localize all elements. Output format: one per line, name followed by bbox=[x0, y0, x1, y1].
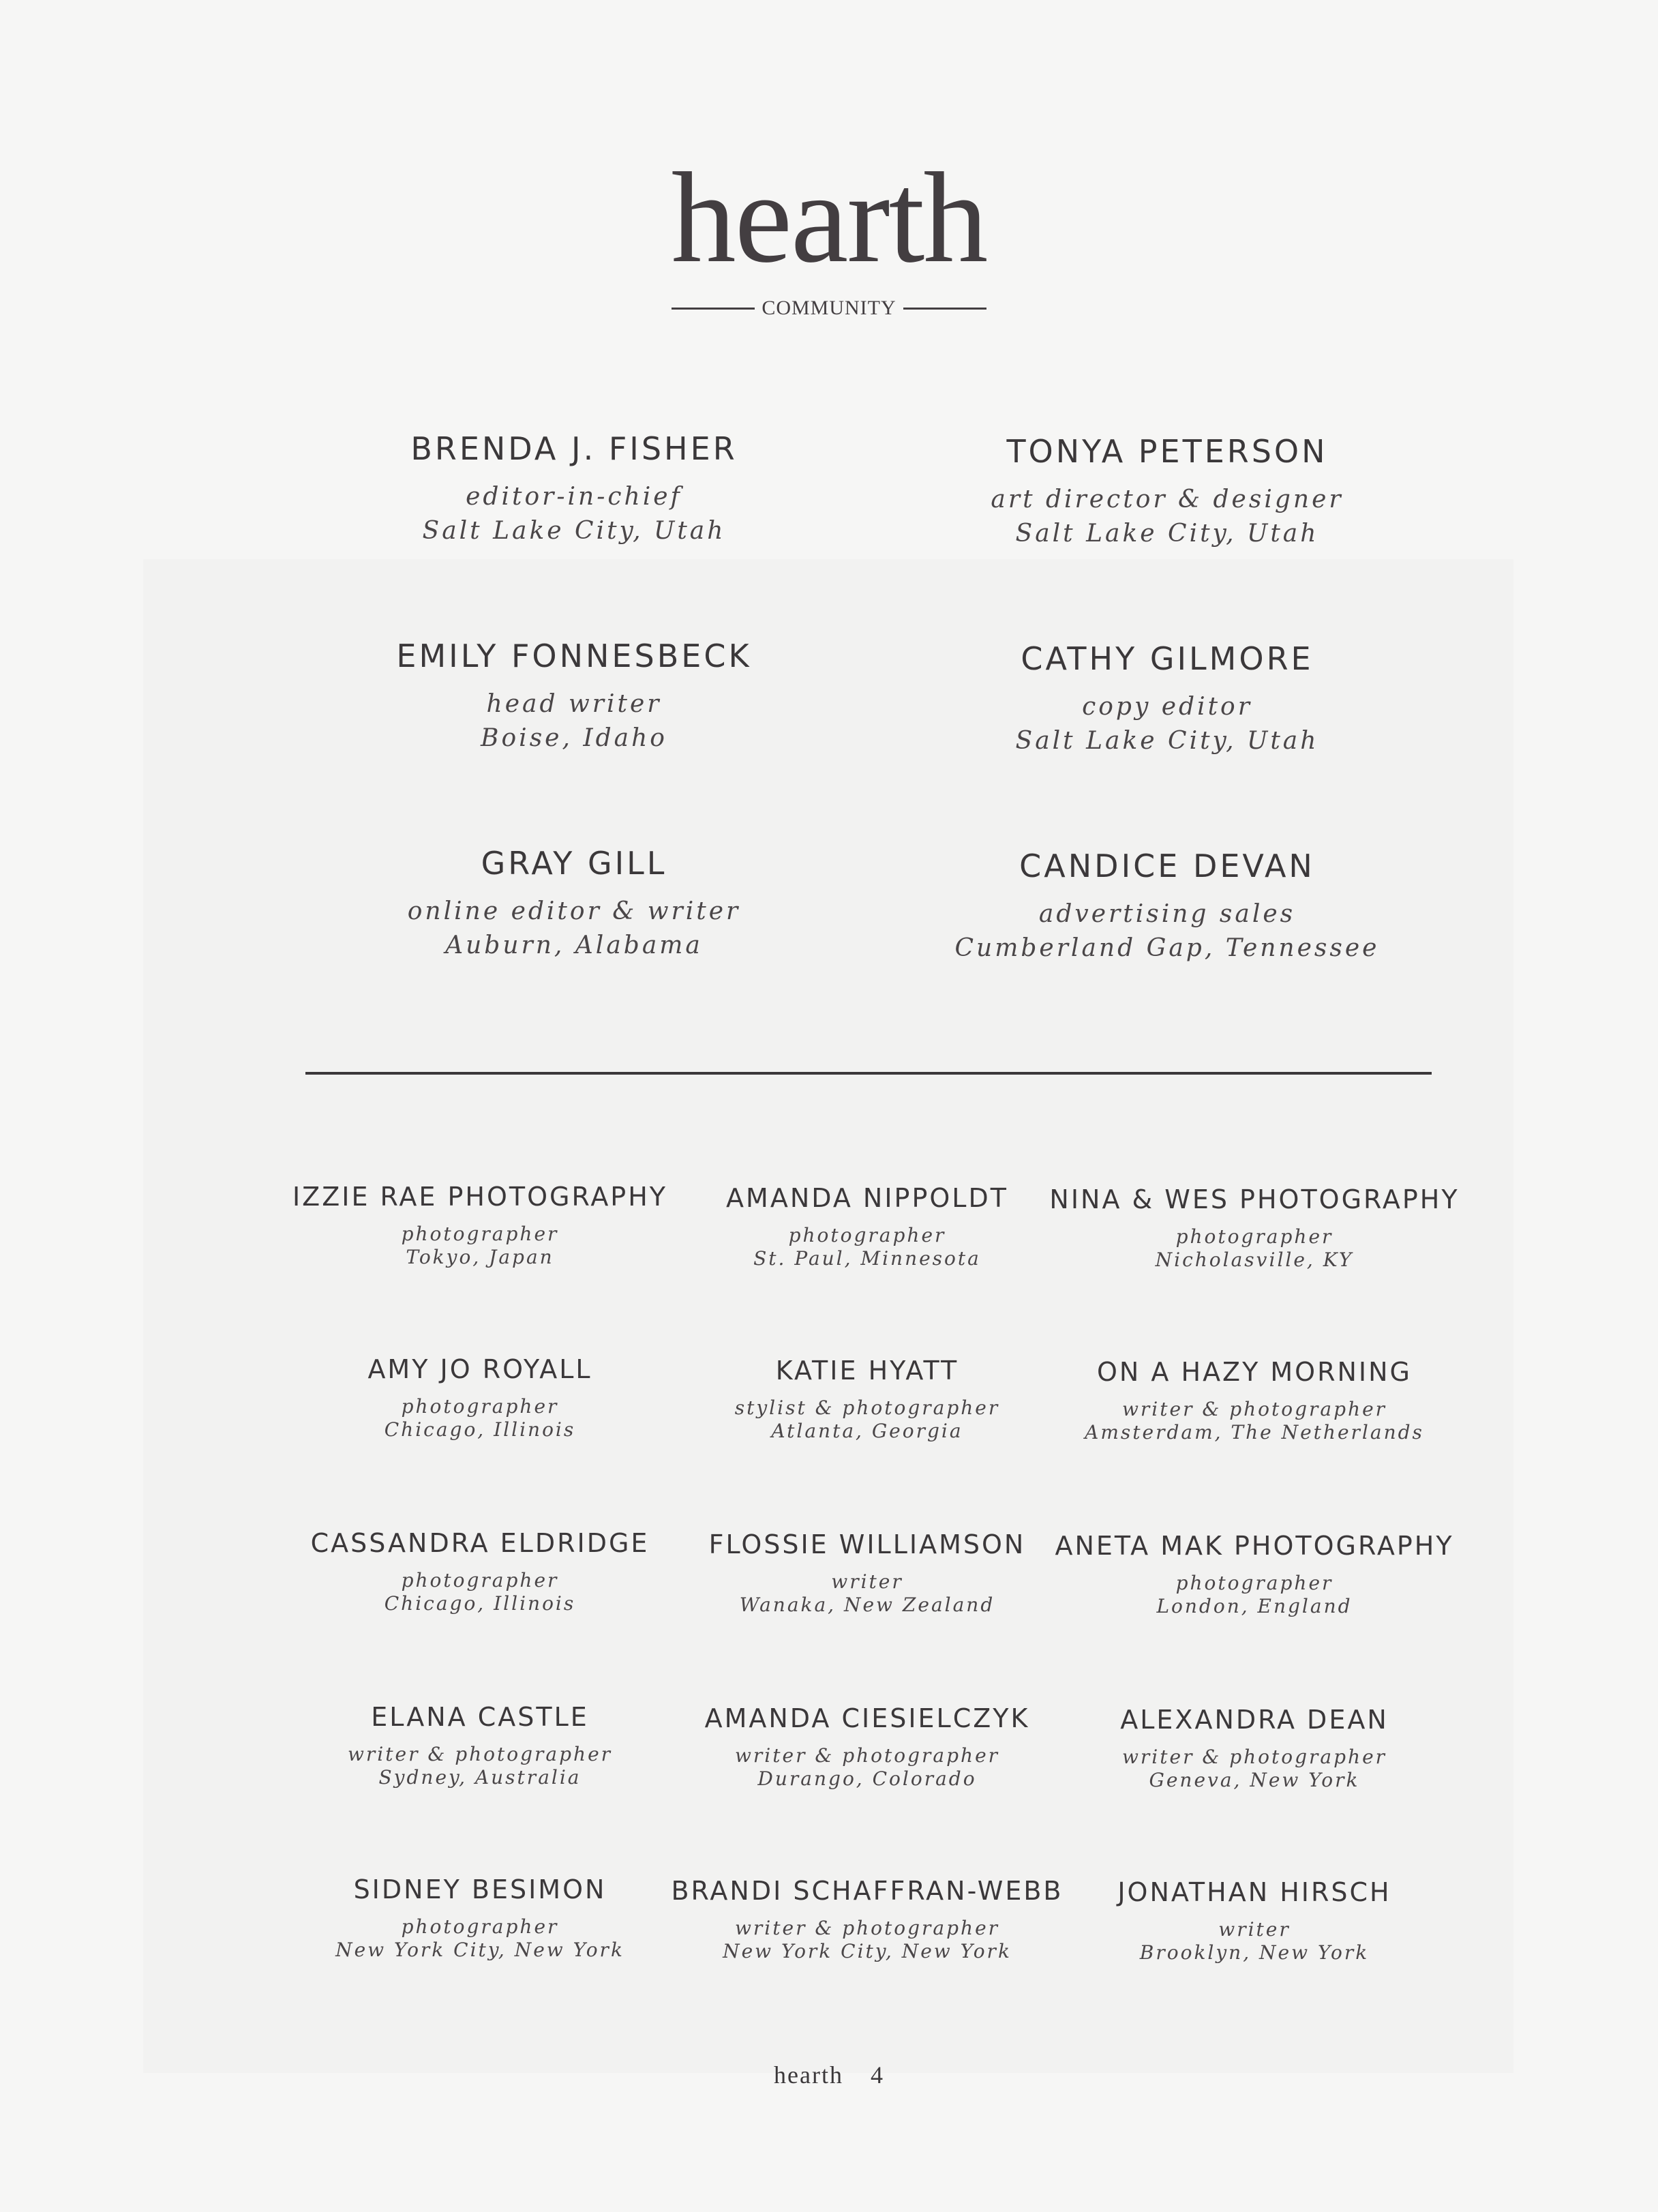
subtitle-rule-right bbox=[903, 308, 986, 310]
contributor-name: ANETA MAK PHOTOGRAPHY bbox=[1055, 1531, 1454, 1561]
staff-role: editor-in-chief bbox=[466, 483, 682, 511]
staff-entry bbox=[267, 843, 881, 963]
contributor-entry bbox=[262, 1527, 698, 1615]
footer-publication-name: hearth bbox=[774, 2061, 843, 2089]
contributor-name: AMANDA CIESIELCZYK bbox=[704, 1703, 1030, 1733]
staff-location: Salt Lake City, Utah bbox=[1015, 727, 1319, 755]
staff-name: EMILY FONNESBECK bbox=[396, 638, 752, 674]
staff-entry bbox=[860, 846, 1474, 966]
page-background bbox=[143, 559, 1513, 2073]
contributor-location: Geneva, New York bbox=[1149, 1769, 1360, 1791]
contributor-entry bbox=[649, 1182, 1085, 1270]
contributor-name: JONATHAN HIRSCH bbox=[1117, 1877, 1391, 1907]
contributor-location: Atlanta, Georgia bbox=[771, 1420, 963, 1442]
staff-location: Salt Lake City, Utah bbox=[422, 517, 726, 545]
contributor-name: KATIE HYATT bbox=[775, 1356, 959, 1386]
contributor-location: Chicago, Illinois bbox=[384, 1418, 576, 1441]
contributor-entry bbox=[1036, 1876, 1473, 1964]
staff-name: CATHY GILMORE bbox=[1021, 640, 1314, 677]
staff-location: Boise, Idaho bbox=[481, 724, 667, 752]
staff-location: Auburn, Alabama bbox=[445, 931, 703, 959]
contributor-location: New York City, New York bbox=[335, 1939, 624, 1961]
contributor-name: SIDNEY BESIMON bbox=[353, 1874, 607, 1904]
contributor-role: writer & photographer bbox=[1121, 1398, 1387, 1420]
contributor-role: photographer bbox=[401, 1569, 559, 1591]
contributor-entry bbox=[1036, 1703, 1473, 1792]
staff-role: copy editor bbox=[1082, 693, 1252, 721]
contributor-location: Brooklyn, New York bbox=[1139, 1941, 1370, 1964]
contributor-name: AMANDA NIPPOLDT bbox=[726, 1183, 1008, 1213]
contributor-role: writer & photographer bbox=[734, 1917, 1000, 1939]
staff-entry bbox=[860, 638, 1474, 758]
contributor-location: Tokyo, Japan bbox=[406, 1246, 554, 1268]
staff-entry bbox=[267, 636, 881, 756]
contributor-role: stylist & photographer bbox=[734, 1396, 1000, 1419]
contributor-entry bbox=[649, 1354, 1085, 1443]
contributor-role: photographer bbox=[1175, 1225, 1333, 1248]
contributor-name: BRANDI SCHAFFRAN-WEBB bbox=[671, 1876, 1064, 1906]
contributor-role: writer & photographer bbox=[734, 1744, 1000, 1767]
contributor-entry bbox=[262, 1180, 698, 1269]
contributor-location: Wanaka, New Zealand bbox=[739, 1594, 995, 1616]
masthead bbox=[0, 147, 1658, 320]
contributor-location: Nicholasville, KY bbox=[1155, 1249, 1354, 1271]
staff-entry bbox=[267, 428, 881, 548]
page-number: 4 bbox=[870, 2061, 884, 2089]
contributor-name: ELANA CASTLE bbox=[371, 1702, 589, 1732]
contributor-location: New York City, New York bbox=[723, 1940, 1012, 1962]
contributor-role: photographer bbox=[788, 1224, 946, 1246]
section-subtitle-row bbox=[0, 297, 1658, 320]
contributor-name: FLOSSIE WILLIAMSON bbox=[708, 1529, 1026, 1559]
section-subtitle: COMMUNITY bbox=[762, 297, 896, 319]
contributor-location: St. Paul, Minnesota bbox=[753, 1247, 981, 1270]
staff-role: art director & designer bbox=[991, 485, 1344, 513]
contributor-entry bbox=[1036, 1183, 1473, 1272]
contributor-entry bbox=[262, 1701, 698, 1789]
contributor-role: photographer bbox=[401, 1395, 559, 1418]
contributor-role: photographer bbox=[1175, 1572, 1333, 1594]
contributor-name: ON A HAZY MORNING bbox=[1097, 1357, 1412, 1387]
contributor-name: ALEXANDRA DEAN bbox=[1120, 1705, 1389, 1735]
contributor-role: writer & photographer bbox=[347, 1743, 613, 1765]
staff-name: GRAY GILL bbox=[481, 845, 667, 882]
contributor-location: Chicago, Illinois bbox=[384, 1592, 576, 1615]
contributor-entry bbox=[649, 1874, 1085, 1963]
contributor-name: AMY JO ROYALL bbox=[367, 1354, 592, 1384]
hearth-logo: hearth bbox=[671, 147, 987, 290]
subtitle-rule-left bbox=[672, 308, 755, 310]
page-footer bbox=[0, 2061, 1658, 2089]
contributor-entry bbox=[262, 1353, 698, 1441]
staff-name: TONYA PETERSON bbox=[1006, 433, 1328, 470]
contributor-name: CASSANDRA ELDRIDGE bbox=[310, 1528, 650, 1558]
contributor-location: Durango, Colorado bbox=[757, 1767, 977, 1790]
contributor-location: Amsterdam, The Netherlands bbox=[1085, 1421, 1424, 1444]
contributor-role: photographer bbox=[401, 1915, 559, 1938]
staff-name: BRENDA J. FISHER bbox=[410, 430, 738, 467]
contributor-name: IZZIE RAE PHOTOGRAPHY bbox=[292, 1182, 668, 1212]
contributor-entry bbox=[1036, 1529, 1473, 1618]
staff-role: advertising sales bbox=[1038, 900, 1296, 928]
contributor-entry bbox=[1036, 1356, 1473, 1444]
contributor-entry bbox=[649, 1528, 1085, 1617]
contributor-role: writer bbox=[831, 1570, 903, 1593]
staff-role: online editor & writer bbox=[407, 897, 741, 925]
section-divider bbox=[305, 1072, 1432, 1075]
contributor-role: writer & photographer bbox=[1121, 1746, 1387, 1768]
staff-role: head writer bbox=[486, 690, 662, 718]
contributor-role: photographer bbox=[401, 1223, 559, 1245]
staff-name: CANDICE DEVAN bbox=[1019, 848, 1315, 884]
staff-location: Salt Lake City, Utah bbox=[1015, 520, 1319, 548]
contributor-location: Sydney, Australia bbox=[378, 1766, 582, 1789]
contributor-entry bbox=[262, 1873, 698, 1962]
contributor-entry bbox=[649, 1702, 1085, 1791]
contributor-role: writer bbox=[1218, 1918, 1291, 1941]
staff-entry bbox=[860, 431, 1474, 551]
contributor-name: NINA & WES PHOTOGRAPHY bbox=[1049, 1184, 1460, 1214]
staff-location: Cumberland Gap, Tennessee bbox=[954, 934, 1380, 962]
contributor-location: London, England bbox=[1156, 1595, 1353, 1617]
